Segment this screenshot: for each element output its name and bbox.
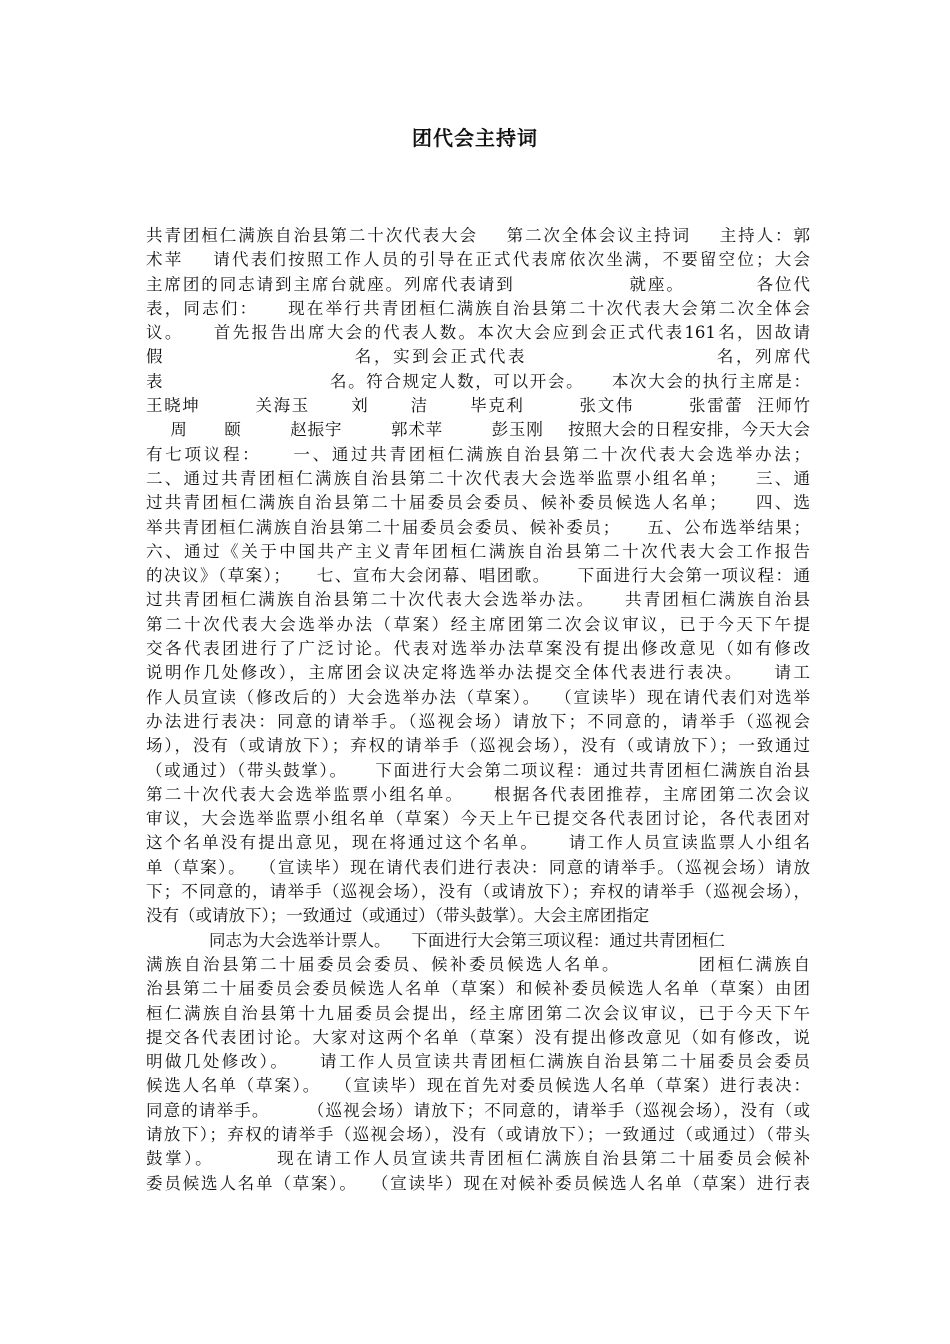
body-line: 主席团的同志请到主席台就座。列席代表请到 就座。 各位代 (146, 274, 810, 294)
body-line: 明做几处修改）。 请工作人员宣读共青团桓仁满族自治县第二十届委员会委员 (146, 1052, 810, 1072)
body-line: 六、通过《关于中国共产主义青年团桓仁满族自治县第二十次代表大会工作报告 (146, 541, 810, 561)
body-line: 术苹 请代表们按照工作人员的引导在正式代表席依次坐满，不要留空位；大会 (146, 250, 810, 270)
body-line: 周 颐 赵振宇 郭术苹 彭玉刚 按照大会的日程安排，今天大会 (146, 420, 810, 440)
body-line: 这个名单没有提出意见，现在将通过这个名单。 请工作人员宣读监票人小组名 (146, 833, 810, 853)
body-line: 委员候选人名单（草案）。 （宣读毕）现在对候补委员候选人名单（草案）进行表 (146, 1173, 810, 1193)
body-line: 表，同志们： 现在举行共青团桓仁满族自治县第二十次代表大会第二次全体会 (146, 298, 810, 318)
body-line: 交各代表团进行了广泛讨论。代表对选举办法草案没有提出修改意见（如有修改 (146, 639, 810, 659)
document-title: 团代会主持词 (412, 126, 538, 150)
body-line: 第二十次代表大会选举监票小组名单。 根据各代表团推荐，主席团第二次会议 (146, 784, 810, 804)
body-line: 下；不同意的，请举手（巡视会场），没有（或请放下）；弃权的请举手（巡视会场）， (146, 882, 810, 902)
body-line: 候选人名单（草案）。 （宣读毕）现在首先对委员候选人名单（草案）进行表决： (146, 1076, 810, 1096)
body-line: 鼓掌）。 现在请工作人员宣读共青团桓仁满族自治县第二十届委员会候补 (146, 1149, 810, 1169)
body-line: 第二十次代表大会选举办法（草案）经主席团第二次会议审议，已于今天下午提 (146, 614, 810, 634)
body-line: 作人员宣读（修改后的）大会选举办法（草案）。 （宣读毕）现在请代表们对选举 (146, 687, 810, 707)
body-line: 提交各代表团讨论。大家对这两个名单（草案）没有提出修改意见（如有修改，说 (146, 1027, 810, 1047)
body-line: 办法进行表决：同意的请举手。（巡视会场）请放下；不同意的，请举手（巡视会 (146, 711, 810, 731)
document-body (146, 224, 810, 1196)
body-line: 同意的请举手。 （巡视会场）请放下；不同意的，请举手（巡视会场），没有（或 (146, 1100, 810, 1120)
body-line: 举共青团桓仁满族自治县第二十届委员会委员、候补委员； 五、公布选举结果； (146, 517, 810, 537)
body-line: 同志为大会选举计票人。 下面进行大会第三项议程：通过共青团桓仁 (146, 930, 725, 950)
body-line: 的决议》（草案）； 七、宣布大会闭幕、唱团歌。 下面进行大会第一项议程：通 (146, 566, 810, 586)
body-line: 桓仁满族自治县第十九届委员会提出，经主席团第二次会议审议，已于今天下午 (146, 1003, 810, 1023)
body-line: 过共青团桓仁满族自治县第二十届委员会委员、候补委员候选人名单； 四、选 (146, 493, 810, 513)
body-line: 单（草案）。 （宣读毕）现在请代表们进行表决：同意的请举手。（巡视会场）请放 (146, 857, 810, 877)
body-line: 治县第二十届委员会委员候选人名单（草案）和候补委员候选人名单（草案）由团 (146, 979, 810, 999)
body-line: 审议，大会选举监票小组名单（草案）今天上午已提交各代表团讨论，各代表团对 (146, 809, 810, 829)
body-line: 没有（或请放下）；一致通过（或通过）（带头鼓掌）。大会主席团指定 (146, 906, 650, 926)
body-line: 王晓坤 关海玉 刘 洁 毕克利 张文伟 张雷蕾 汪师竹 (146, 396, 810, 416)
body-line: （或通过）（带头鼓掌）。 下面进行大会第二项议程：通过共青团桓仁满族自治县 (146, 760, 810, 780)
body-line: 场），没有（或请放下）；弃权的请举手（巡视会场），没有（或请放下）；一致通过 (146, 736, 810, 756)
body-line: 假 名，实到会正式代表 名，列席代 (146, 347, 810, 367)
body-line: 共青团桓仁满族自治县第二十次代表大会 第二次全体会议主持词 主持人：郭 (146, 226, 810, 245)
body-line: 过共青团桓仁满族自治县第二十次代表大会选举办法。 共青团桓仁满族自治县 (146, 590, 810, 610)
body-line: 二、通过共青团桓仁满族自治县第二十次代表大会选举监票小组名单； 三、通 (146, 468, 810, 488)
body-line: 请放下）；弃权的请举手（巡视会场），没有（或请放下）；一致通过（或通过）（带头 (146, 1124, 810, 1144)
body-line: 议。 首先报告出席大会的代表人数。本次大会应到会正式代表161名，因故请 (146, 323, 810, 343)
body-line: 说明作几处修改），主席团会议决定将选举办法提交全体代表进行表决。 请工 (146, 663, 810, 683)
body-line: 有七项议程： 一、通过共青团桓仁满族自治县第二十次代表大会选举办法； (146, 444, 810, 464)
body-line: 满族自治县第二十届委员会委员、候补委员候选人名单。 团桓仁满族自 (146, 954, 810, 974)
body-line: 表 名。符合规定人数，可以开会。 本次大会的执行主席是： (146, 371, 810, 391)
